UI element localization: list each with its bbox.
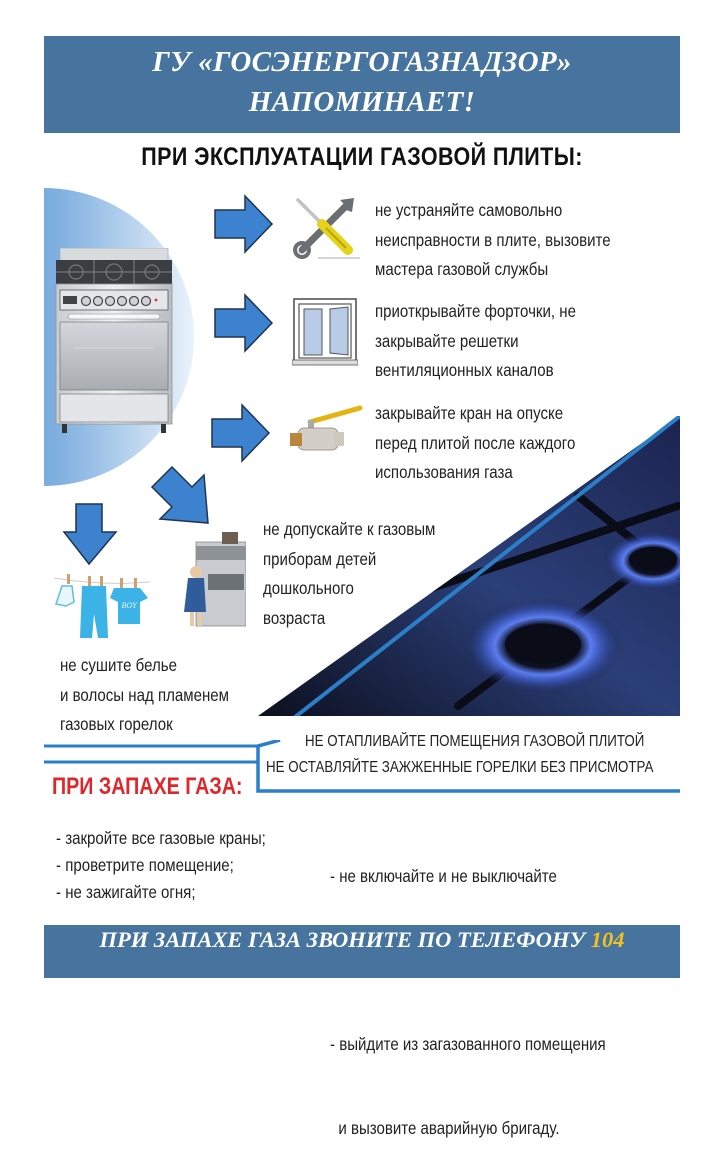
tip-line: приоткрывайте форточки, не — [375, 301, 576, 321]
header-title-line-2: НАПОМИНАЕТ! — [248, 86, 476, 118]
gas-smell-title: ПРИ ЗАПАХЕ ГАЗА: — [52, 773, 243, 800]
footer-text — [44, 927, 680, 953]
baby-shirt-label: BOY — [121, 601, 137, 610]
arrow-down-icon — [62, 502, 118, 568]
tip-line: неисправности в плите, вызовите — [375, 229, 611, 250]
window-icon — [292, 297, 358, 367]
child-at-stove-icon — [182, 528, 246, 636]
list-item: - проветрите помещение; — [56, 855, 234, 875]
list-item: - не включайте и не выключайте — [330, 866, 557, 886]
stove-icon — [54, 248, 174, 436]
tip-ventilation — [375, 297, 576, 386]
footer-message: ПРИ ЗАПАХЕ ГАЗА ЗВОНИТЕ ПО ТЕЛЕФОНУ — [99, 927, 591, 952]
list-item: - не зажигайте огня; — [56, 882, 196, 902]
gas-smell-list-right — [330, 806, 606, 1170]
laundry-icon — [52, 572, 152, 644]
list-item: и вызовите аварийную бригаду. — [330, 1118, 560, 1138]
emergency-phone-number: 104 — [590, 927, 625, 952]
tip-line: мастера газовой службы — [375, 259, 549, 279]
tip-line: закрывайте решетки — [375, 330, 519, 351]
warning-unattended: НЕ ОСТАВЛЯЙТЕ ЗАЖЖЕННЫЕ ГОРЕЛКИ БЕЗ ПРИСМОТРА — [266, 759, 654, 776]
section-title: ПРИ ЭКСПЛУАТАЦИИ ГАЗОВОЙ ПЛИТЫ: — [141, 143, 583, 171]
tip-line: не устраняйте самовольно — [375, 200, 563, 220]
tip-line: перед плитой после каждого — [375, 432, 576, 453]
arrow-right-icon — [213, 293, 275, 353]
tip-line: приборам детей — [263, 548, 377, 569]
tip-line: и волосы над пламенем — [60, 684, 229, 705]
tip-line: не допускайте к газовым — [263, 519, 436, 539]
list-item: - выйдите из загазованного помещения — [330, 1034, 606, 1054]
footer-banner — [44, 925, 680, 978]
tip-line: закрывайте кран на опуске — [375, 403, 564, 423]
warning-heating: НЕ ОТАПЛИВАЙТЕ ПОМЕЩЕНИЯ ГАЗОВОЙ ПЛИТОЙ — [305, 733, 645, 750]
tip-line: возраста — [263, 607, 326, 628]
tip-children — [263, 515, 435, 633]
arrow-down-right-icon — [150, 465, 216, 529]
arrow-right-icon — [213, 194, 275, 254]
tip-line: не сушите белье — [60, 655, 177, 675]
tip-line: использования газа — [375, 462, 513, 482]
tip-laundry — [60, 651, 229, 740]
list-item: - закройте все газовые краны; — [56, 828, 266, 848]
tip-line: газовых горелок — [60, 714, 173, 734]
tools-icon — [288, 192, 362, 262]
tip-line: вентиляционных каналов — [375, 360, 554, 380]
header-title-line-1: ГУ «ГОСЭНЕРГОГАЗНАДЗОР» — [152, 46, 572, 78]
tip-line: дошкольного — [263, 578, 354, 598]
tip-repair — [375, 196, 611, 285]
header-banner — [44, 36, 680, 133]
gas-smell-list-left — [56, 825, 266, 906]
